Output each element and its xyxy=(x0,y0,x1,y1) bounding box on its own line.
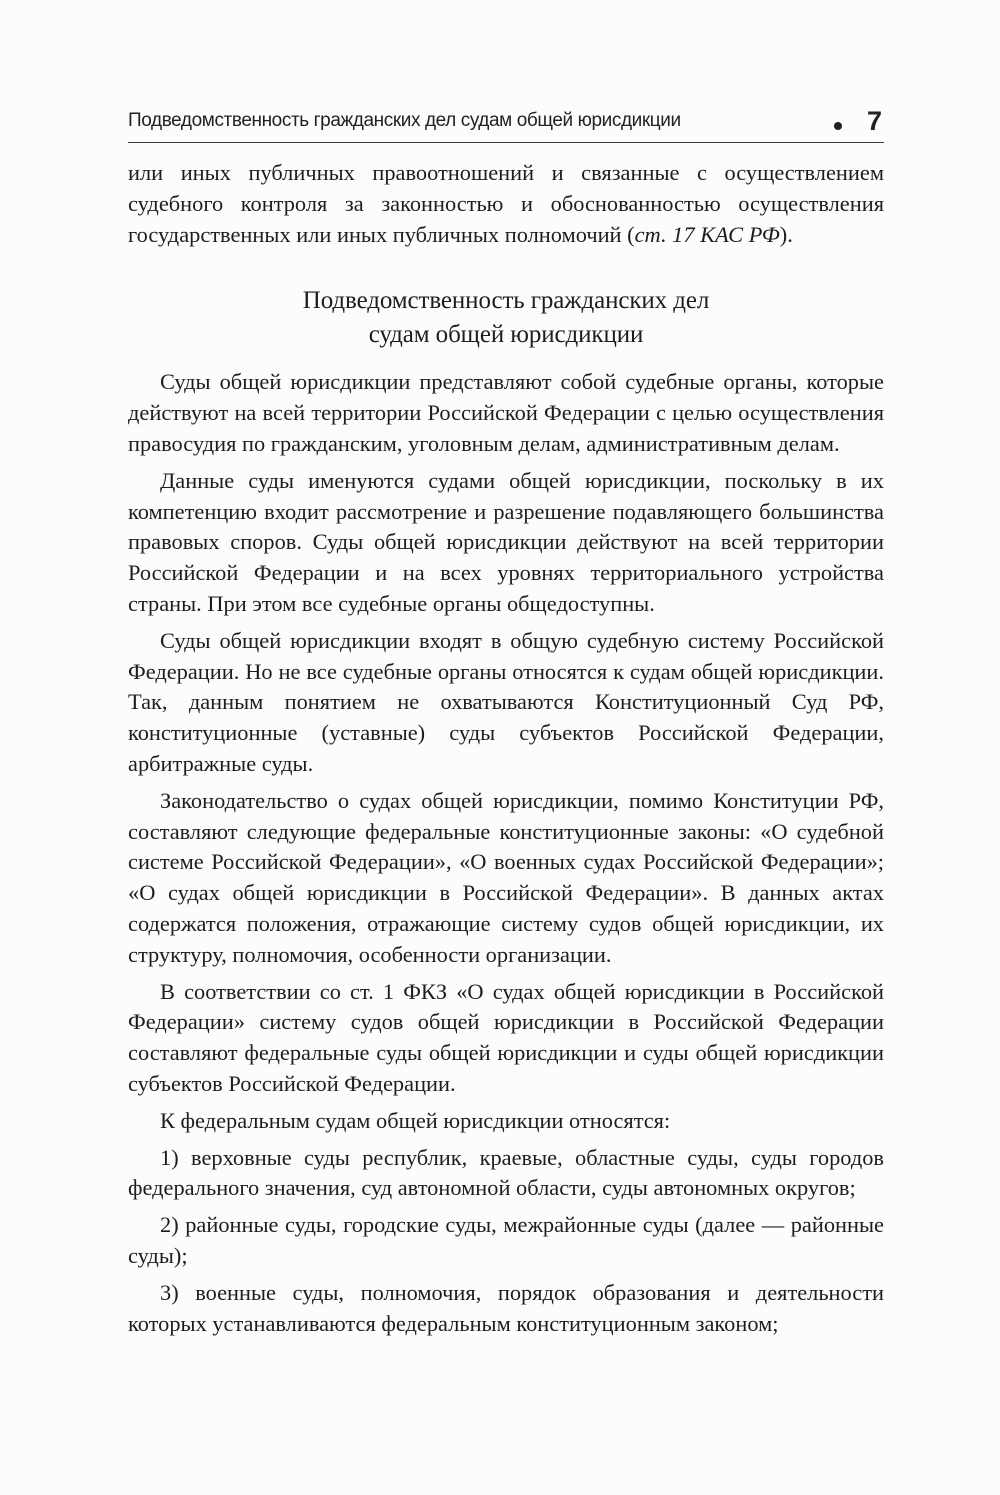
section-heading-line-1: Подведомственность гражданских дел xyxy=(302,287,710,315)
continuation-text: или иных публичных правоотношений и связанные с осуществлением судебного контроля за законностью и обоснованностью осуществления государственных или иных публичных полномочий ( xyxy=(128,160,884,247)
running-header xyxy=(128,108,884,143)
paragraph-5: В соответствии со ст. 1 ФКЗ «О судах общей юрисдикции в Российской Федерации» систему судов общей юрисдикции в Российской Федерации составляют федеральные суды общей юрисдикции и суды общей юрисдикции субъектов Российской Федерации. xyxy=(128,978,884,1096)
continuation-end: ). xyxy=(779,221,793,247)
law-reference: ст. 17 КАС РФ xyxy=(634,221,780,247)
paragraph-6: К федеральным судам общей юрисдикции относятся: xyxy=(160,1107,671,1133)
bullet-dot-icon xyxy=(834,122,842,130)
list-item-1: 1) верховные суды республик, краевые, областные суды, суды городов федерального значения, суд автономной области, суды автономных округов; xyxy=(128,1144,884,1201)
paragraph-2: Данные суды именуются судами общей юрисдикции, поскольку в их компетенцию входит рассмотрение и разрешение подавляющего большинства правовых споров. Суды общей юрисдикции действуют на всей территории Российской Федерации и на всех уровнях территориального устройства страны. При этом все судебные органы общедоступны. xyxy=(128,467,884,616)
list-item-2: 2) районные суды, городские суды, межрайонные суды (далее — районные суды); xyxy=(128,1212,884,1268)
continuation-paragraph xyxy=(128,158,884,250)
paragraph-3: Суды общей юрисдикции входят в общую судебную систему Российской Федерации. Но не все судебные органы относятся к судам общей юрисдикции. Так, данным понятием не охватываются Конституционный Суд РФ, конституционные (уставные) суды субъектов Российской Федерации, арбитражные суды. xyxy=(128,627,884,776)
paragraph-4: Законодательство о судах общей юрисдикции, помимо Конституции РФ, составляют следующие федеральные конституционные законы: «О судебной системе Российской Федерации», «О военных судах Российской Федерации»; «О судах общей юрисдикции в Российской Федерации». В данных актах содержатся положения, отражающие систему судов общей юрисдикции, их структуру, полномочия, особенности организации. xyxy=(128,787,884,967)
running-title: Подведомственность гражданских дел судам общей юрисдикции xyxy=(128,110,681,131)
section-heading-line-2: судам общей юрисдикции xyxy=(368,321,644,349)
page-number: 7 xyxy=(866,106,882,136)
section-heading xyxy=(128,284,884,352)
list-item-3: 3) военные суды, полномочия, порядок образования и деятельности которых устанавливаются федеральным конституционным законом; xyxy=(128,1279,884,1336)
paragraph-1: Суды общей юрисдикции представляют собой судебные органы, которые действуют на всей территории Российской Федерации с целью осуществления правосудия по гражданским, уголовным делам, административным делам. xyxy=(128,369,884,456)
page-body xyxy=(128,158,884,1339)
